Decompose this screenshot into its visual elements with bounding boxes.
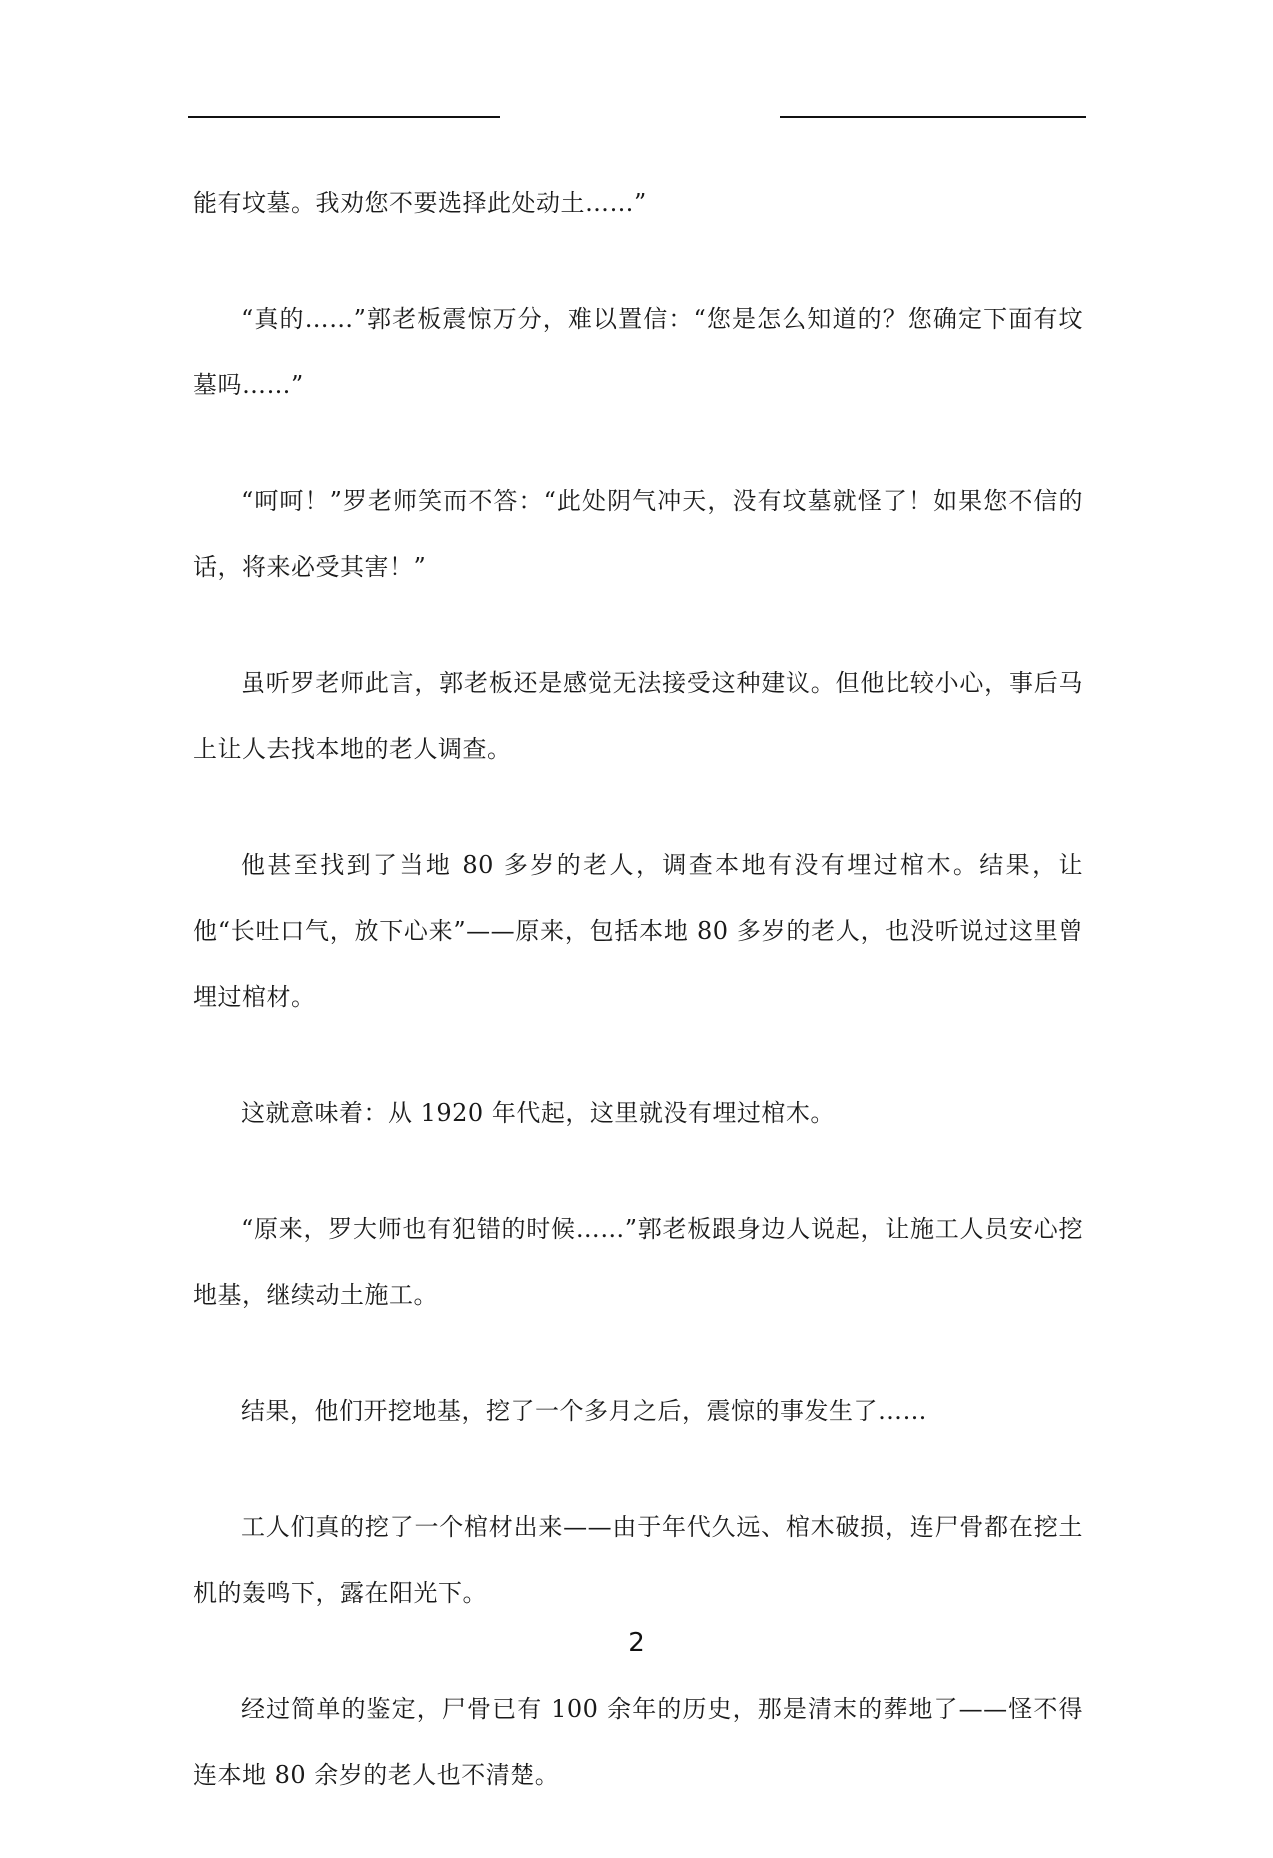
header-rule-right	[780, 116, 1086, 118]
paragraph: “原来，罗大师也有犯错的时候……”郭老板跟身边人说起，让施工人员安心挖地基，继续动土施工。	[193, 1215, 1083, 1309]
paragraph: “呵呵！”罗老师笑而不答：“此处阴气冲天，没有坟墓就怪了！如果您不信的话，将来必受其害！”	[193, 487, 1083, 581]
page-number: 2	[628, 1628, 645, 1658]
paragraph: 结果，他们开挖地基，挖了一个多月之后，震惊的事发生了……	[241, 1397, 927, 1425]
paragraph: “真的……”郭老板震惊万分，难以置信：“您是怎么知道的？您确定下面有坟墓吗……”	[193, 305, 1083, 399]
document-body	[193, 170, 1083, 1858]
paragraph: 经过简单的鉴定，尸骨已有 100 余年的历史，那是清末的葬地了——怪不得连本地 80 余岁的老人也不清楚。	[193, 1695, 1083, 1789]
paragraph: 这就意味着：从 1920 年代起，这里就没有埋过棺木。	[241, 1099, 835, 1127]
header-rule-left	[188, 116, 500, 118]
paragraph: 能有坟墓。我劝您不要选择此处动土……”	[193, 189, 647, 217]
paragraph: 他甚至找到了当地 80 多岁的老人，调查本地有没有埋过棺木。结果，让他“长吐口气，放下心来”——原来，包括本地 80 多岁的老人，也没听说过这里曾埋过棺材。	[193, 851, 1083, 1011]
paragraph: 工人们真的挖了一个棺材出来——由于年代久远、棺木破损，连尸骨都在挖土机的轰鸣下，露在阳光下。	[193, 1513, 1083, 1607]
paragraph: 虽听罗老师此言，郭老板还是感觉无法接受这种建议。但他比较小心，事后马上让人去找本地的老人调查。	[193, 669, 1083, 763]
